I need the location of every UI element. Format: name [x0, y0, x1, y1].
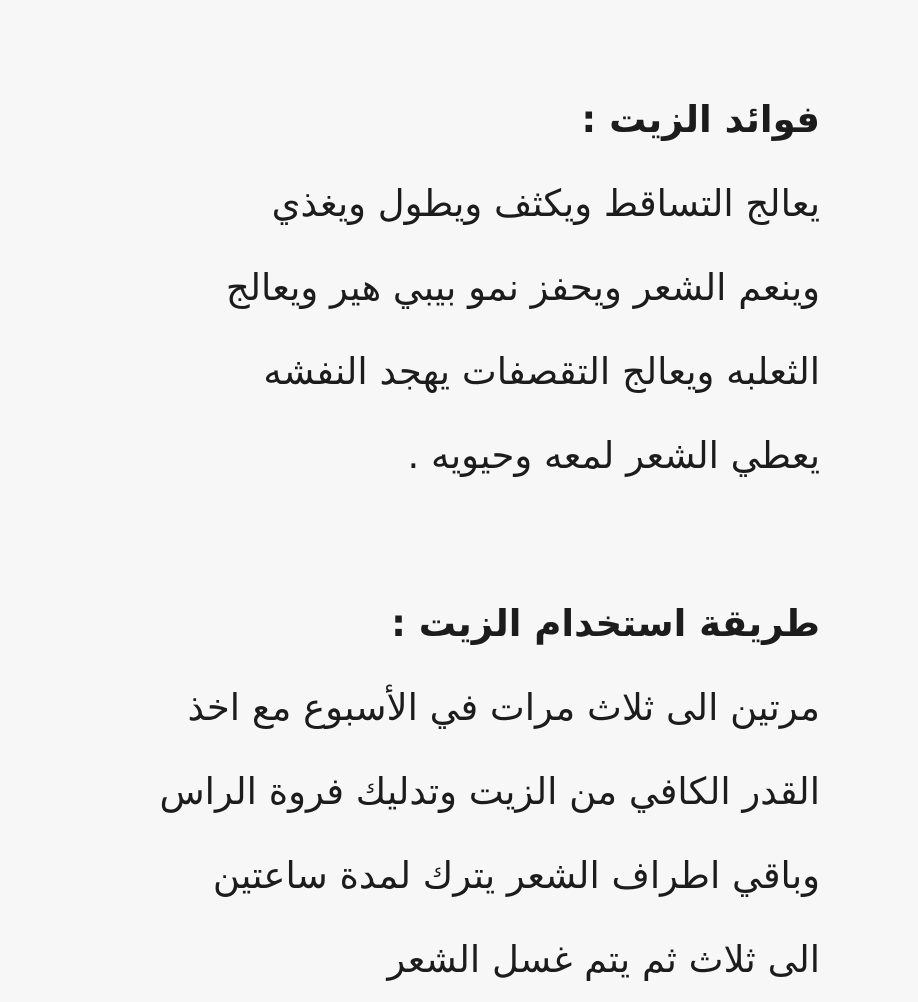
usage-line: وباقي اطراف الشعر يترك لمدة ساعتين	[212, 854, 820, 897]
usage-heading: طريقة استخدام الزيت :	[391, 602, 820, 645]
benefits-line: يعطي الشعر لمعه وحيويه .	[407, 434, 820, 477]
benefits-section	[60, 78, 820, 498]
benefits-line: الثعلبه ويعالج التقصفات يهجد النفشه	[263, 350, 820, 393]
usage-line: مرتين الى ثلاث مرات في الأسبوع مع اخذ	[187, 686, 820, 729]
benefits-line: يعالج التساقط ويكثف ويطول ويغذي	[271, 182, 820, 225]
usage-line: الى ثلاث ثم يتم غسل الشعر	[387, 938, 820, 981]
benefits-line: وينعم الشعر ويحفز نمو بيبي هير ويعالج	[225, 266, 820, 309]
usage-section	[60, 582, 820, 1002]
benefits-heading: فوائد الزيت :	[581, 98, 820, 141]
usage-line: القدر الكافي من الزيت وتدليك فروة الراس	[159, 770, 820, 813]
